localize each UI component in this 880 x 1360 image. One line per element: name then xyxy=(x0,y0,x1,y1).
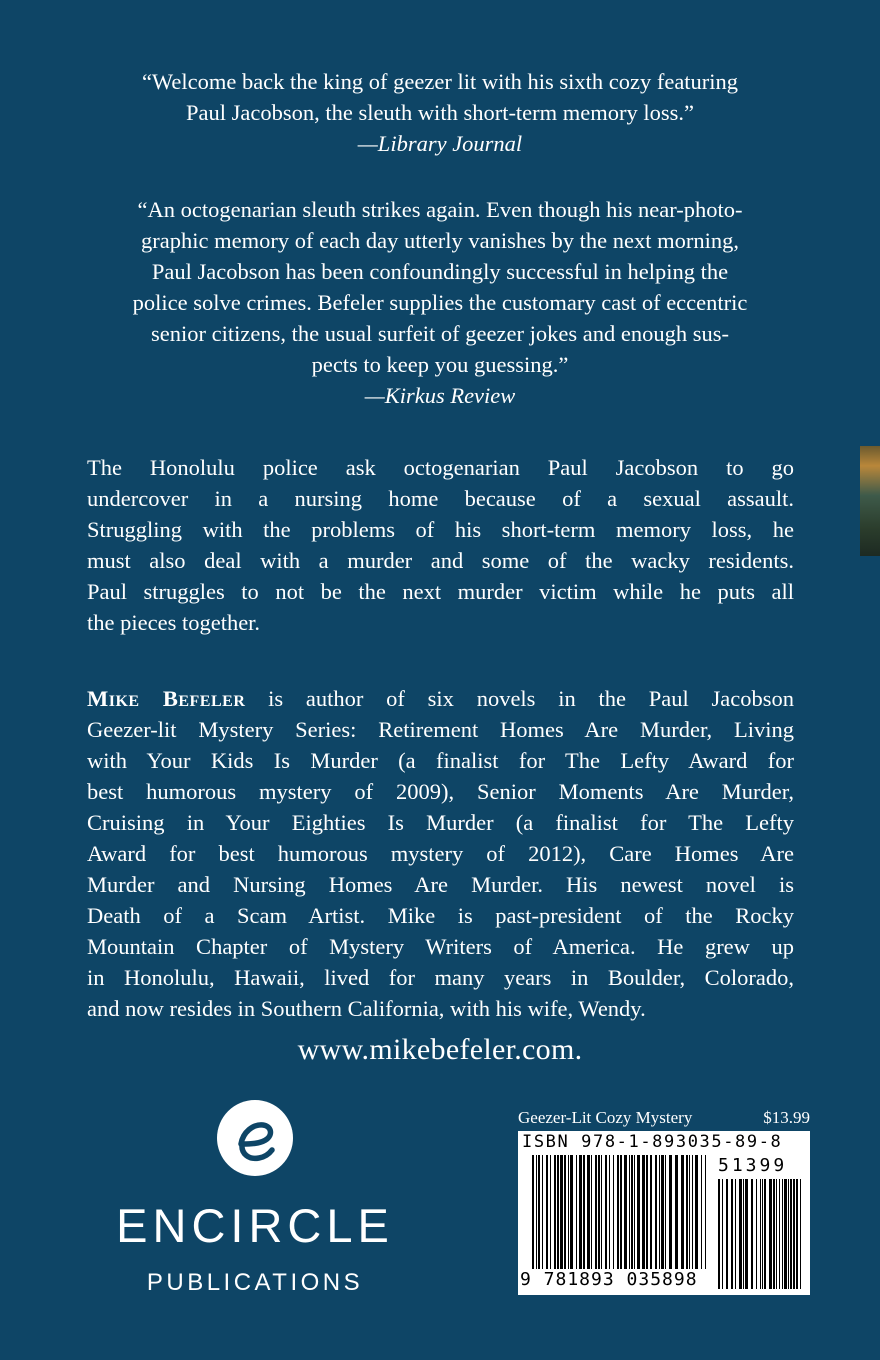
blurb-line: undercover in a nursing home because of a sexual assault. xyxy=(87,486,794,511)
genre-label: Geezer-Lit Cozy Mystery xyxy=(518,1108,693,1127)
blurb-line: Struggling with the problems of his short-term memory loss, he xyxy=(87,517,794,542)
review-quote-kirkus xyxy=(84,194,796,411)
bio-line: Cruising in Your Eighties Is Murder (a finalist for The Lefty xyxy=(87,810,794,835)
book-blurb xyxy=(87,452,794,638)
spine-art-edge xyxy=(860,446,880,556)
publisher-name: ENCIRCLE xyxy=(116,1199,394,1252)
price-label: $13.99 xyxy=(763,1108,810,1127)
quote-line: “An octogenarian sleuth strikes again. Even though his near-photo- xyxy=(137,197,743,222)
blurb-line: Paul struggles to not be the next murder victim while he puts all xyxy=(87,579,794,604)
quote-line: “Welcome back the king of geezer lit with his sixth cozy featuring xyxy=(141,69,739,94)
review-quote-library-journal xyxy=(84,66,796,159)
quote-line: graphic memory of each day utterly vanishes by the next morning, xyxy=(141,228,739,253)
isbn-label: ISBN 978-1-893035-89-8 xyxy=(522,1132,783,1152)
blurb-line: the pieces together. xyxy=(87,610,261,635)
bio-line: with Your Kids Is Murder (a finalist for The Lefty Award for xyxy=(87,748,794,773)
quote-line: police solve crimes. Befeler supplies the customary cast of eccentric xyxy=(132,290,748,315)
bio-line: Murder and Nursing Homes Are Murder. His newest novel is xyxy=(87,872,794,897)
bio-first-line xyxy=(87,683,794,714)
price-row xyxy=(518,1108,810,1128)
author-name: Mike Befeler xyxy=(87,686,246,711)
bio-line: and now resides in Southern California, with his wife, Wendy. xyxy=(87,996,646,1021)
barcode-addon-number: 51399 xyxy=(718,1155,788,1176)
bio-line: Mountain Chapter of Mystery Writers of America. He grew up xyxy=(87,934,794,959)
bio-first-line-text: is author of six novels in the Paul Jacobson xyxy=(245,686,794,711)
author-website[interactable]: www.mikebefeler.com. xyxy=(297,1033,583,1066)
quote-source: —Kirkus Review xyxy=(364,383,516,408)
bio-line: Award for best humorous mystery of 2012), Care Homes Are xyxy=(87,841,794,866)
isbn-barcode xyxy=(518,1131,810,1295)
barcode-ean-number: 9 781893 035898 xyxy=(520,1269,698,1290)
quote-line: Paul Jacobson has been confoundingly successful in helping the xyxy=(151,259,729,284)
publisher-subtitle: PUBLICATIONS xyxy=(146,1269,364,1296)
blurb-line: must also deal with a murder and some of the wacky residents. xyxy=(87,548,794,573)
bio-line: Geezer-lit Mystery Series: Retirement Homes Are Murder, Living xyxy=(87,717,794,742)
publisher-logo xyxy=(100,1098,410,1308)
bio-line: best humorous mystery of 2009), Senior Moments Are Murder, xyxy=(87,779,794,804)
bio-line: in Honolulu, Hawaii, lived for many years in Boulder, Colorado, xyxy=(87,965,794,990)
quote-source: —Library Journal xyxy=(357,131,523,156)
author-bio xyxy=(87,683,794,1024)
quote-line: senior citizens, the usual surfeit of geezer jokes and enough sus- xyxy=(151,321,729,346)
quote-line: Paul Jacobson, the sleuth with short-term memory loss.” xyxy=(185,100,695,125)
quote-line: pects to keep you guessing.” xyxy=(311,352,569,377)
blurb-line: The Honolulu police ask octogenarian Paul Jacobson to go xyxy=(87,455,794,480)
bio-line: Death of a Scam Artist. Mike is past-president of the Rocky xyxy=(87,903,794,928)
encircle-e-logo-icon xyxy=(215,1098,295,1178)
